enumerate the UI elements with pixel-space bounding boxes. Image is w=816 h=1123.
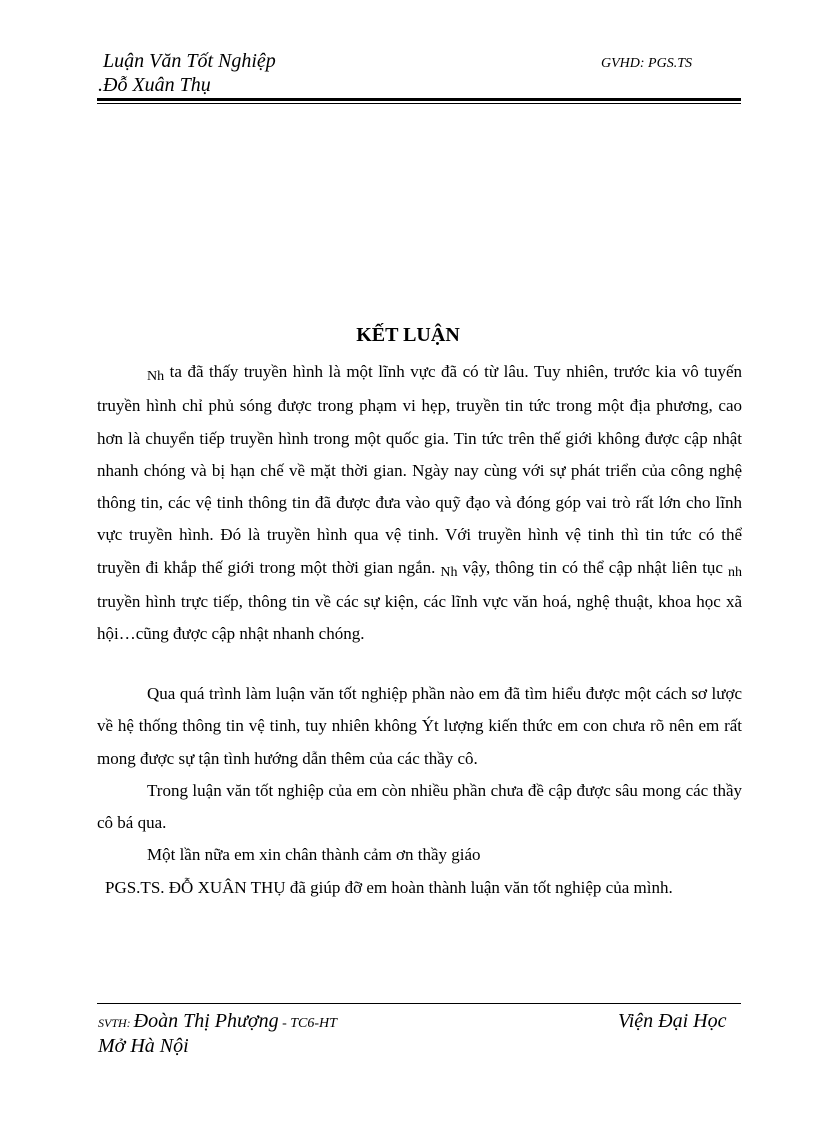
nh-fragment-2: Nh (440, 564, 458, 580)
footer-rule (97, 1003, 741, 1004)
footer-institute-1: Viện Đại Học (618, 1010, 727, 1032)
nh-fragment-3: nh (728, 564, 742, 580)
paragraph-1 (97, 356, 742, 651)
paragraph-5: PGS.TS. ĐỖ XUÂN THỤ đã giúp đỡ em hoàn thành luận văn tốt nghiệp của mình. (105, 878, 673, 897)
paragraph-2: Qua quá trình làm luận văn tốt nghiệp phần nào em đã tìm hiểu được một cách sơ lược về hệ thống thông tin vệ tinh, tuy nhiên không Ýt lượng kiến thức em con chưa rõ nên em rất mong được sự tận tình hướng dẫn thêm của các thầy cô. (97, 684, 742, 768)
header-rule-thick (97, 98, 741, 101)
header-title: Luận Văn Tốt Nghiệp (103, 50, 276, 72)
footer-student-name: Đoàn Thị Phượng (133, 1010, 279, 1032)
footer-student (98, 1010, 337, 1033)
footer-class-code: - TC6-HT (278, 1016, 337, 1031)
nh-fragment-1: Nh (147, 369, 165, 384)
paragraph-1-part-3: truyền hình trực tiếp, thông tin về các sự kiện, các lĩnh vực văn hoá, nghệ thuật, khoa học xã hội…cũng được cập nhật nhanh chóng. (97, 592, 742, 644)
header-rule-thin (97, 103, 741, 104)
header-author: .Đỗ Xuân Thụ (98, 74, 211, 96)
page-title: KẾT LUẬN (356, 324, 460, 346)
paragraph-1-part-2: vậy, thông tin có thể cập nhật liên tục (457, 557, 728, 577)
header-advisor: GVHD: PGS.TS (601, 56, 692, 71)
footer-institute-2: Mở Hà Nội (98, 1035, 189, 1057)
paragraph-4: Một lần nữa em xin chân thành cảm ơn thầy giáo (147, 845, 481, 864)
paragraph-1-part-1: ta đã thấy truyền hình là một lĩnh vực đã có từ lâu. Tuy nhiên, trước kia vô tuyến truyền hình chỉ phủ sóng được trong phạm vi hẹp, truyền tin tức trong một địa phương, cao hơn là chuyển tiếp truyền hình trong một quốc gia. Tin tức trên thế giới không được cập nhật nhanh chóng và bị hạn chế về mặt thời gian. Ngày nay cùng với sự phát triển của công nghệ thông tin, các vệ tinh thông tin đã được đưa vào quỹ đạo và đóng góp vai trò rất lớn cho lĩnh vực truyền hình. Đó là truyền hình qua vệ tinh. Với truyền hình vệ tinh thì tin tức có thể truyền đi khắp thế giới trong một thời gian ngắn. (97, 362, 742, 577)
paragraph-3: Trong luận văn tốt nghiệp của em còn nhiều phần chưa đề cập được sâu mong các thầy cô bá qua. (97, 781, 742, 833)
footer-svth-label: SVTH: (98, 1016, 134, 1030)
